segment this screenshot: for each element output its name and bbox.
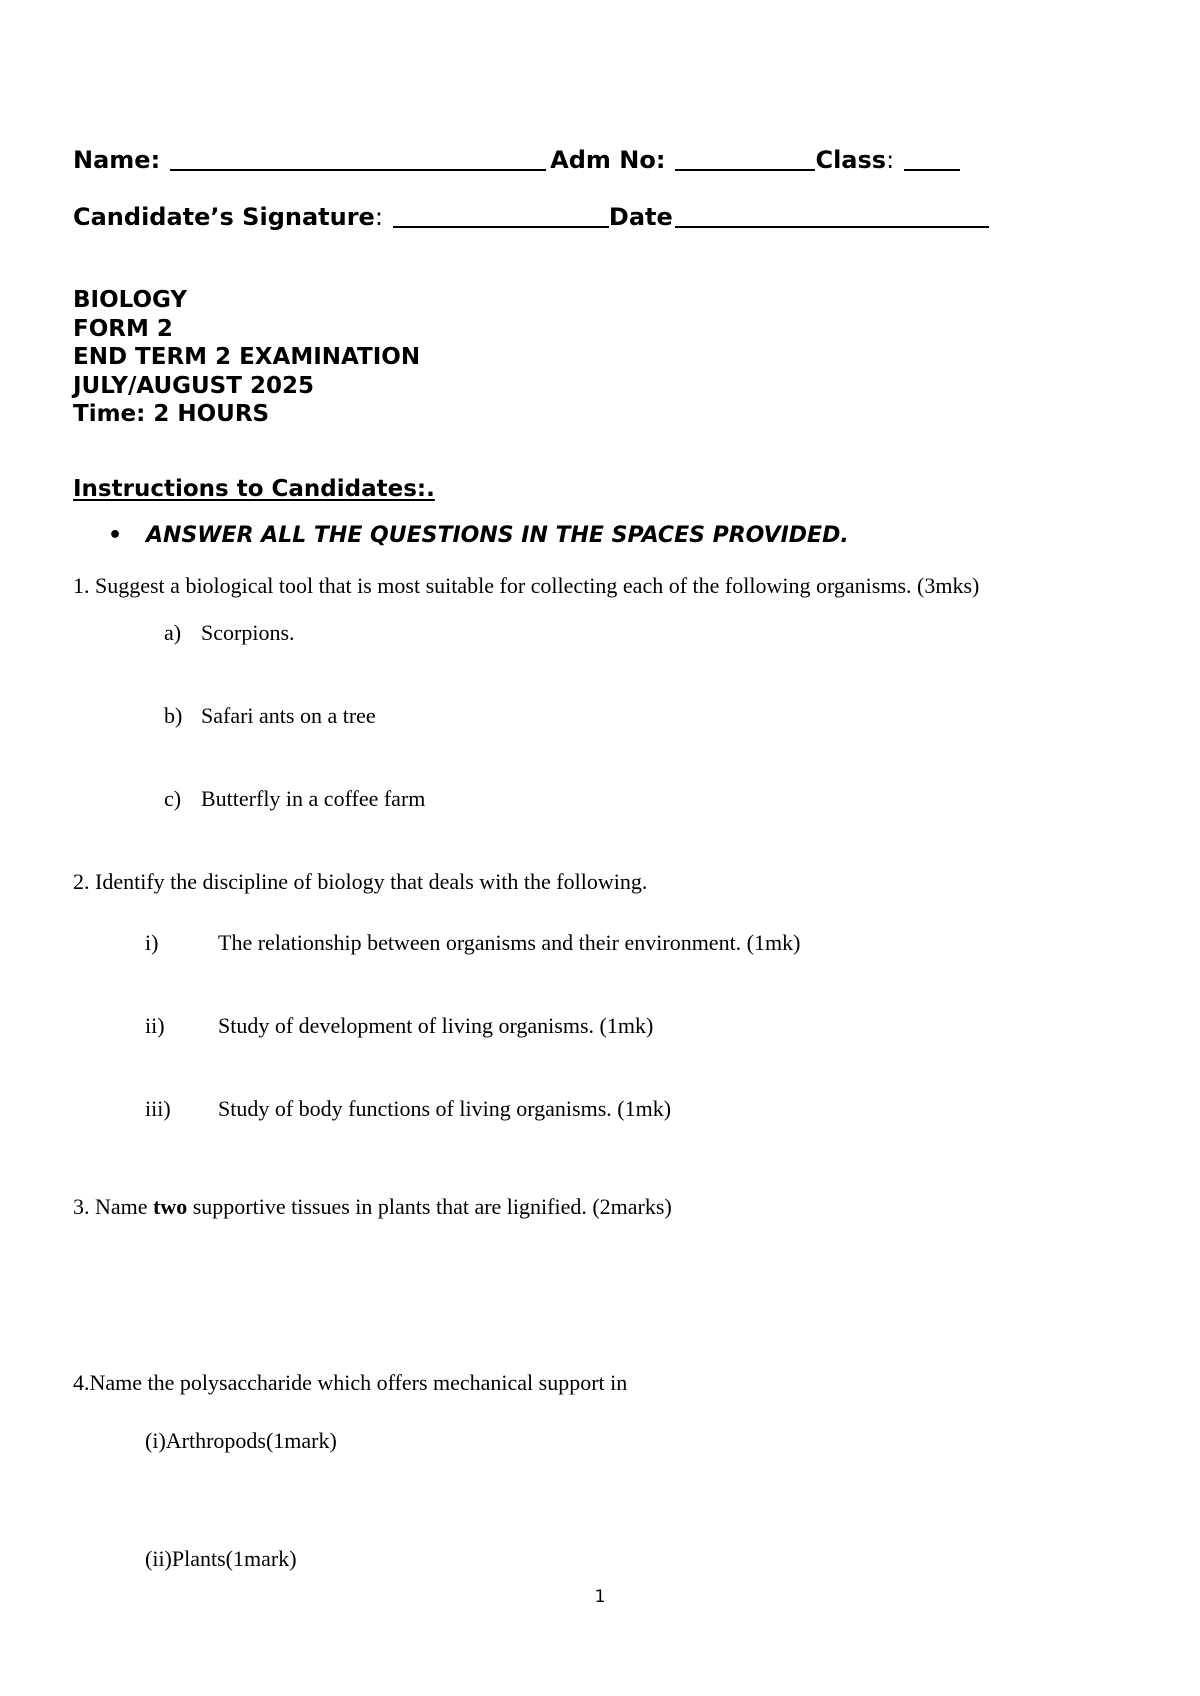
part-text: Study of development of living organisms. (1mk): [218, 1013, 654, 1038]
part-text: Butterfly in a coffee farm: [201, 786, 426, 811]
exam-title: END TERM 2 EXAMINATION: [73, 344, 421, 370]
name-label: Name:: [73, 146, 161, 174]
signature-label: Candidate’s Signature: [73, 203, 375, 231]
class-label: Class: [815, 146, 887, 174]
question-1-part-a: [164, 620, 295, 646]
signature-blank[interactable]: [393, 202, 609, 228]
part-label: a): [164, 620, 182, 645]
question-3: [73, 1194, 672, 1220]
question-1-part-c: [164, 786, 425, 812]
question-2-part-i: [145, 930, 800, 956]
signature-colon: :: [374, 203, 383, 231]
page-number: 1: [594, 1587, 606, 1607]
question-4-part-i: (i)Arthropods(1mark): [145, 1428, 337, 1453]
bullet-icon: •: [108, 523, 123, 548]
exam-period: JULY/AUGUST 2025: [73, 372, 314, 399]
question-2-part-ii: [145, 1013, 653, 1039]
name-line: [73, 145, 964, 174]
question-3-emphasis: two: [153, 1194, 188, 1219]
adm-blank[interactable]: [675, 145, 815, 171]
question-4: 4.Name the polysaccharide which offers mechanical support in: [73, 1370, 628, 1395]
class-colon: :: [886, 146, 895, 174]
class-blank[interactable]: [904, 145, 960, 171]
instruction-item: [108, 523, 849, 548]
question-1-part-b: [164, 703, 376, 729]
part-text: The relationship between organisms and their environment. (1mk): [218, 930, 801, 955]
question-2: 2. Identify the discipline of biology that deals with the following.: [73, 869, 648, 894]
question-1: 1. Suggest a biological tool that is most suitable for collecting each of the following organisms. (3mks): [73, 573, 980, 598]
instructions-heading: Instructions to Candidates:.: [73, 476, 435, 502]
adm-label: Adm No:: [550, 146, 666, 174]
date-blank[interactable]: [675, 202, 989, 228]
part-text: Scorpions.: [201, 620, 295, 645]
part-text: Safari ants on a tree: [201, 703, 376, 728]
question-3-prefix: 3. Name: [73, 1194, 154, 1219]
date-label: Date: [608, 203, 673, 231]
part-label: iii): [145, 1096, 171, 1121]
part-label: ii): [145, 1013, 165, 1038]
part-label: c): [164, 786, 182, 811]
question-2-part-iii: [145, 1096, 671, 1122]
name-blank[interactable]: [170, 145, 546, 171]
exam-title-block: [73, 286, 420, 429]
question-3-suffix: supportive tissues in plants that are lignified. (2marks): [187, 1194, 672, 1219]
instruction-text: ANSWER ALL THE QUESTIONS IN THE SPACES PROVIDED.: [146, 523, 849, 548]
subject-title: BIOLOGY: [73, 287, 188, 313]
signature-line: [73, 202, 993, 231]
form-title: FORM 2: [73, 315, 173, 342]
exam-time: Time: 2 HOURS: [73, 401, 270, 427]
part-text: Study of body functions of living organisms. (1mk): [218, 1096, 672, 1121]
part-label: b): [164, 703, 183, 728]
question-4-part-ii: (ii)Plants(1mark): [145, 1546, 297, 1571]
part-label: i): [145, 930, 159, 955]
